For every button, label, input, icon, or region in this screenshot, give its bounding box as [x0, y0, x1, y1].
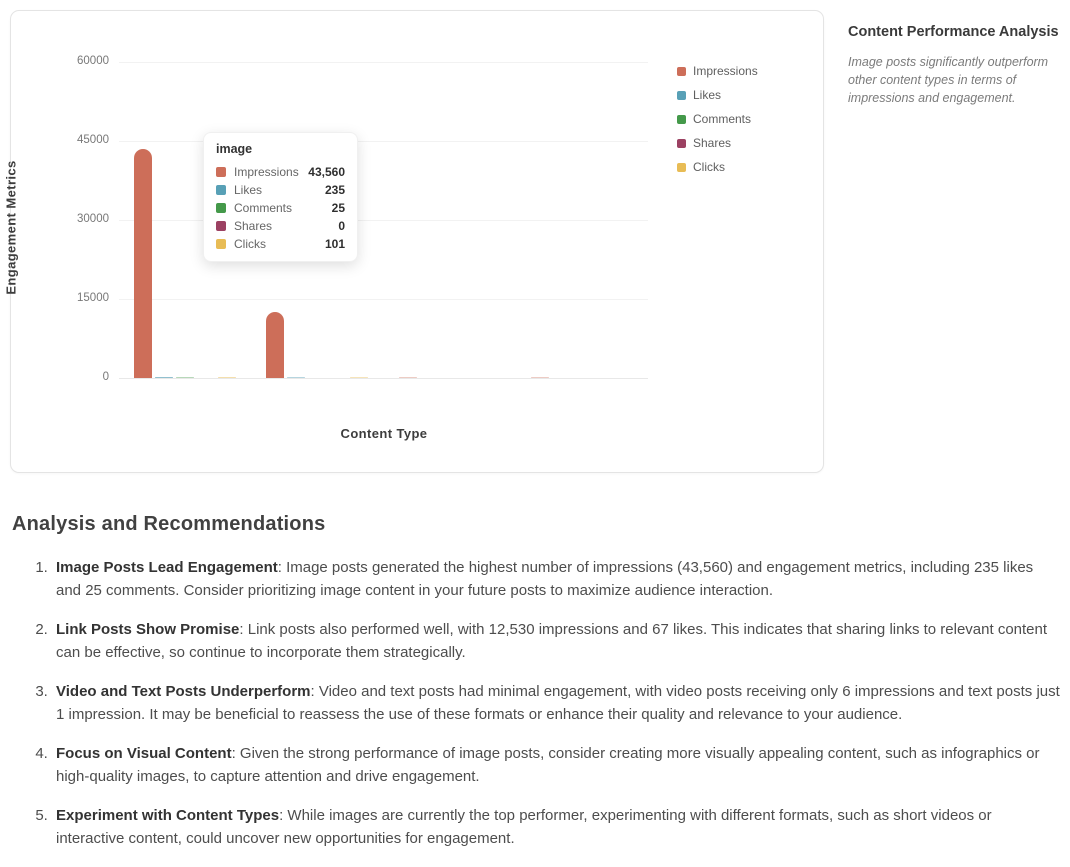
tooltip-swatch-icon	[216, 167, 226, 177]
tooltip-row-clicks	[216, 235, 345, 253]
tooltip-row-value: 0	[338, 219, 345, 233]
tooltip-row-impressions	[216, 163, 345, 181]
legend-label: Likes	[693, 88, 722, 102]
tooltip-swatch-icon	[216, 203, 226, 213]
bar-image-impressions[interactable]	[134, 149, 152, 378]
tooltip-swatch-icon	[216, 185, 226, 195]
y-axis-title: Engagement Metrics	[3, 160, 19, 295]
legend-label: Clicks	[693, 160, 725, 174]
recommendation-text: : Video and text posts had minimal engagement, with video posts receiving only 6 impressions and text posts just 1 impression. It may be beneficial to reassess the use of these formats or enhance their quality and relevance to your audience.	[56, 683, 1060, 723]
legend-swatch-icon	[677, 67, 686, 76]
x-axis-title: Content Type	[340, 426, 428, 441]
legend-item-impressions[interactable]	[677, 64, 758, 78]
tooltip-swatch-icon	[216, 239, 226, 249]
recommendation-item-4	[52, 743, 1060, 788]
legend-swatch-icon	[677, 91, 686, 100]
tooltip-row-label: Likes	[234, 183, 263, 197]
y-tick-0: 0	[102, 371, 109, 383]
analysis-section	[10, 513, 1060, 867]
tooltip-row-label: Comments	[234, 201, 293, 215]
bar-text-impressions[interactable]	[399, 377, 417, 379]
tooltip-swatch-icon	[216, 221, 226, 231]
gridline-60000	[119, 62, 648, 63]
bar-video-impressions[interactable]	[531, 377, 549, 379]
chart-legend	[677, 64, 758, 184]
bar-link-clicks[interactable]	[350, 377, 368, 379]
y-tick-15000: 15000	[77, 292, 109, 304]
legend-item-likes[interactable]	[677, 88, 758, 102]
chart-card	[3, 10, 824, 473]
bar-link-likes[interactable]	[287, 377, 305, 379]
gridline-0	[119, 378, 648, 379]
legend-swatch-icon	[677, 115, 686, 124]
tooltip-row-comments	[216, 199, 345, 217]
legend-swatch-icon	[677, 163, 686, 172]
recommendation-text: : Given the strong performance of image posts, consider creating more visually appealing content, such as infographics or high-quality images, to capture attention and drive engagement.	[56, 745, 1040, 785]
legend-label: Comments	[693, 112, 752, 126]
bar-image-likes[interactable]	[155, 377, 173, 379]
y-tick-30000: 30000	[77, 213, 109, 225]
legend-swatch-icon	[677, 139, 686, 148]
tooltip-row-value: 235	[324, 183, 345, 197]
tooltip-row-value: 25	[331, 201, 345, 215]
tooltip-row-label: Shares	[234, 219, 273, 233]
bar-image-clicks[interactable]	[218, 377, 236, 379]
tooltip-row-value: 43,560	[308, 165, 345, 179]
chart-tooltip	[203, 132, 358, 262]
legend-item-shares[interactable]	[677, 136, 758, 150]
side-panel-title: Content Performance Analysis	[848, 24, 1059, 40]
gridline-45000	[119, 141, 648, 142]
gridline-30000	[119, 220, 648, 221]
legend-label: Shares	[693, 136, 732, 150]
recommendation-lead: Focus on Visual Content	[56, 745, 232, 762]
y-tick-45000: 45000	[77, 134, 109, 146]
recommendation-text: : Link posts also performed well, with 12,530 impressions and 67 likes. This indicates that sharing links to relevant content can be effective, so continue to incorporate them strategically.	[56, 621, 1048, 661]
legend-item-clicks[interactable]	[677, 160, 758, 174]
recommendations-list	[10, 557, 1060, 850]
legend-label: Impressions	[693, 64, 758, 78]
side-panel-note: Image posts significantly outperform other content types in terms of impressions and engagement.	[848, 55, 1049, 105]
side-panel	[848, 24, 1060, 107]
tooltip-rows	[216, 163, 345, 253]
recommendation-lead: Experiment with Content Types	[56, 807, 280, 824]
tooltip-row-label: Clicks	[234, 237, 266, 251]
analysis-title: Analysis and Recommendations	[12, 513, 326, 535]
bar-image-comments[interactable]	[176, 377, 194, 379]
legend-item-comments[interactable]	[677, 112, 758, 126]
tooltip-row-value: 101	[324, 237, 345, 251]
bar-link-impressions[interactable]	[266, 312, 284, 378]
recommendation-text: : While images are currently the top performer, experimenting with different formats, such as short videos or interactive content, could uncover new opportunities for engagement.	[56, 807, 992, 847]
tooltip-row-likes	[216, 181, 345, 199]
recommendation-item-2	[52, 619, 1060, 664]
recommendation-lead: Image Posts Lead Engagement	[56, 559, 278, 576]
recommendation-lead: Link Posts Show Promise	[56, 621, 240, 638]
recommendation-item-5	[52, 805, 1060, 850]
tooltip-row-label: Impressions	[234, 165, 299, 179]
tooltip-title: image	[216, 142, 253, 156]
tooltip-row-shares	[216, 217, 345, 235]
gridline-15000	[119, 299, 648, 300]
recommendation-text: : Image posts generated the highest number of impressions (43,560) and engagement metrics, including 235 likes and 25 comments. Consider prioritizing image content in your future posts to maximize audience interaction.	[56, 559, 1034, 599]
recommendation-item-3	[52, 681, 1060, 726]
recommendation-item-1	[52, 557, 1060, 602]
recommendation-lead: Video and Text Posts Underperform	[56, 683, 311, 700]
y-tick-60000: 60000	[77, 55, 109, 67]
